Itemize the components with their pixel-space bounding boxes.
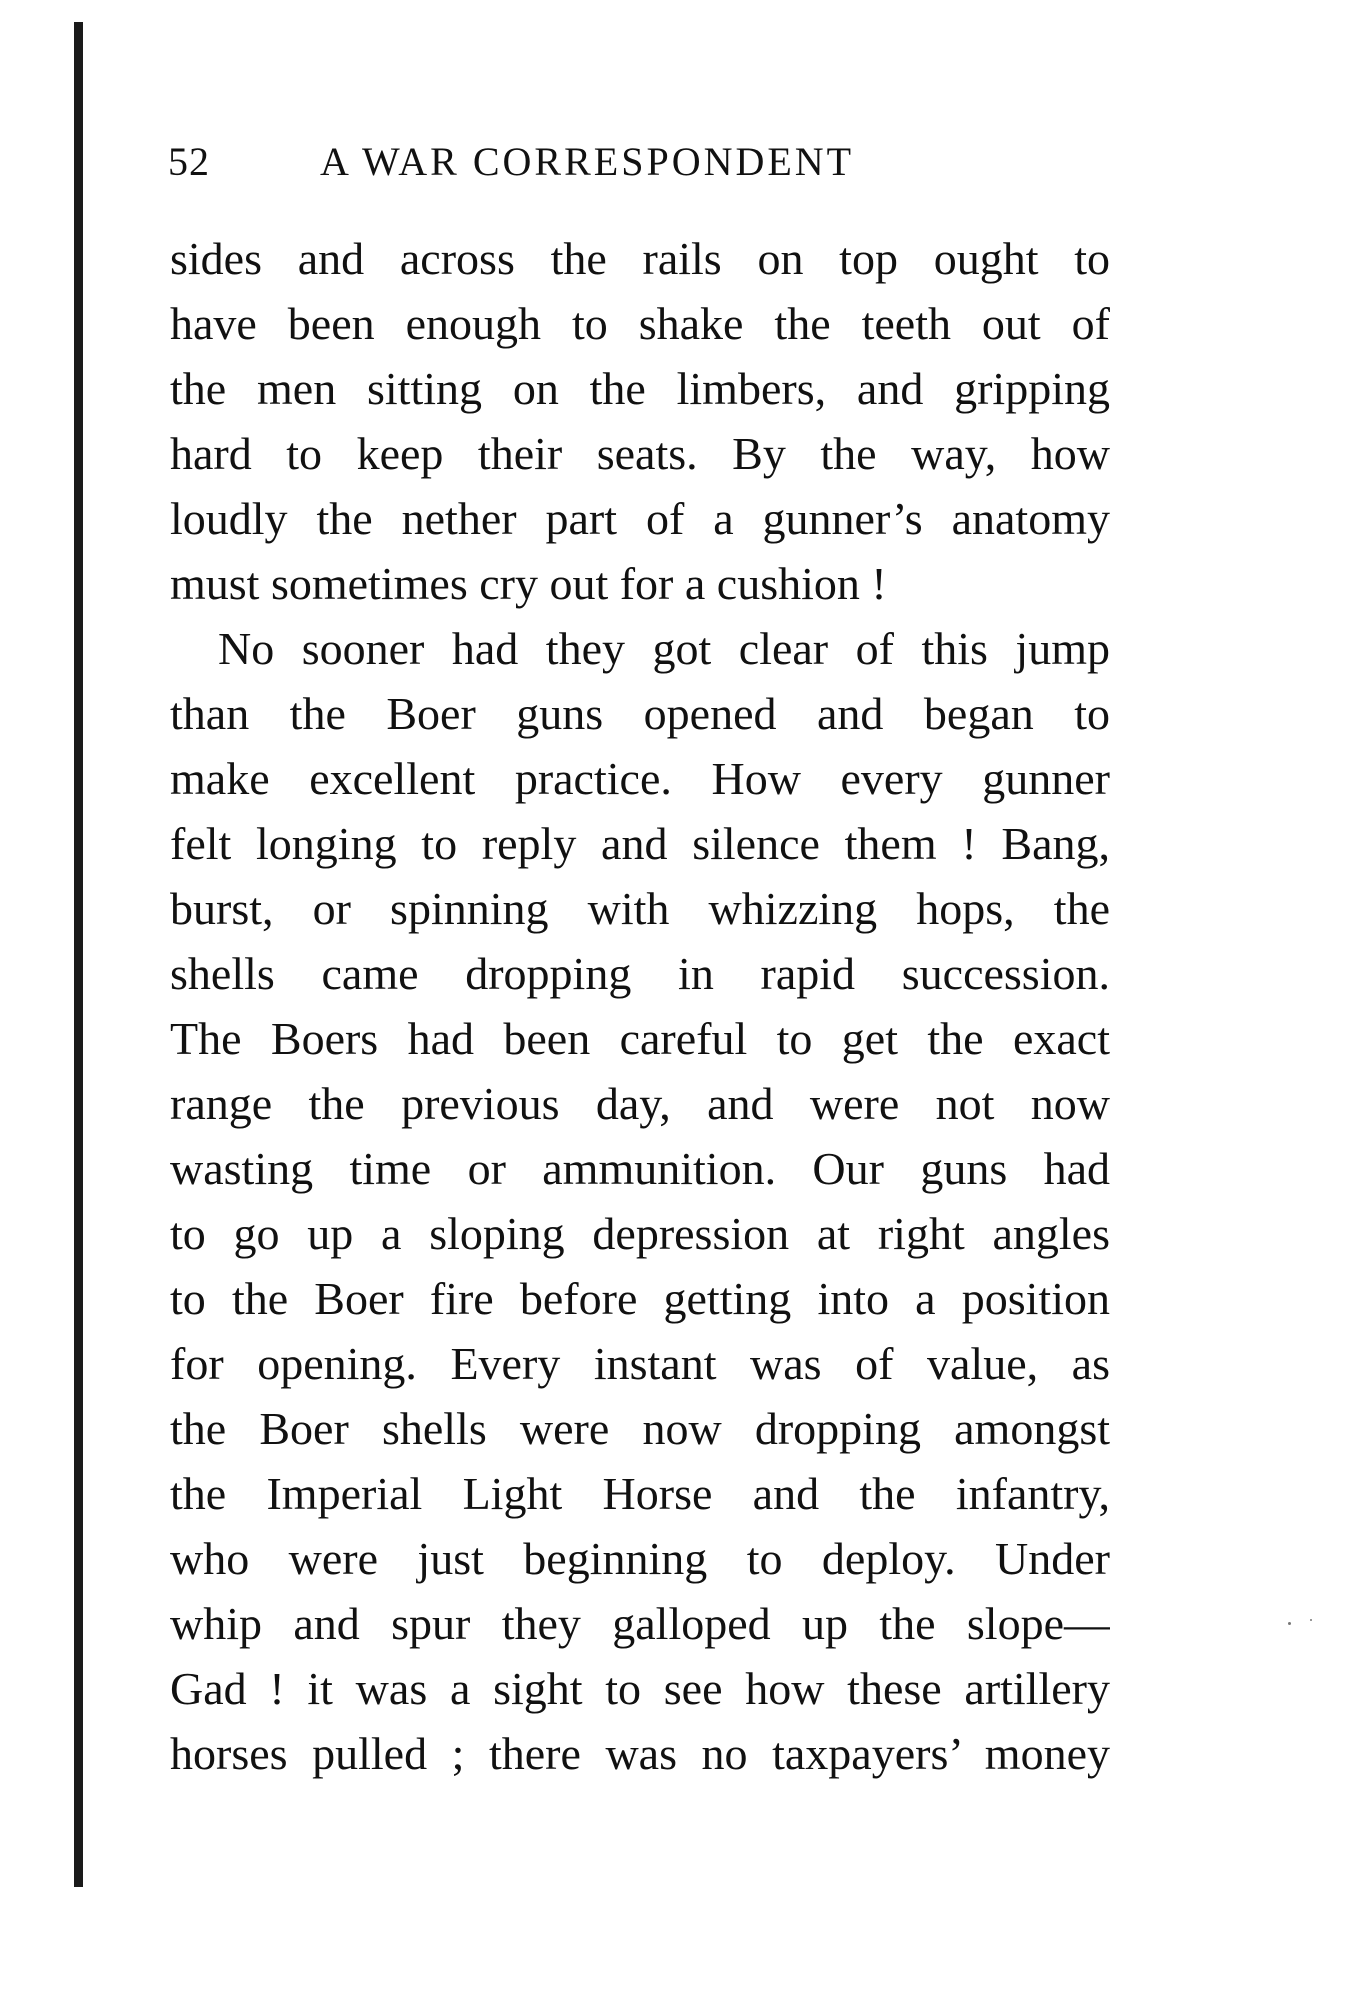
text-line: Gad ! it was a sight to see how these artillery — [170, 1663, 1110, 1714]
text-line: burst, or spinning with whizzing hops, the — [170, 883, 1110, 934]
text-line: to go up a sloping depression at right angles — [170, 1208, 1110, 1259]
text-line: the Imperial Light Horse and the infantry, — [170, 1468, 1110, 1519]
text-line: have been enough to shake the teeth out of — [170, 298, 1110, 349]
running-head — [168, 138, 1128, 198]
text-line: hard to keep their seats. By the way, how — [170, 428, 1110, 479]
text-line: felt longing to reply and silence them ! Bang, — [170, 818, 1110, 869]
text-line: range the previous day, and were not now — [170, 1078, 1110, 1129]
text-line: whip and spur they galloped up the slope— — [170, 1598, 1110, 1649]
text-line: shells came dropping in rapid succession. — [170, 948, 1110, 999]
binding-edge — [74, 22, 83, 1887]
text-line: wasting time or ammunition. Our guns had — [170, 1143, 1110, 1194]
text-line: than the Boer guns opened and began to — [170, 688, 1110, 739]
text-line: sides and across the rails on top ought to — [170, 233, 1110, 284]
paper-speck — [1310, 1619, 1312, 1621]
text-line: the Boer shells were now dropping amongst — [170, 1403, 1110, 1454]
text-line: must sometimes cry out for a cushion ! — [170, 558, 887, 609]
running-title: A WAR CORRESPONDENT — [320, 139, 855, 184]
text-line: to the Boer fire before getting into a position — [170, 1273, 1110, 1324]
paper-speck — [1288, 1622, 1291, 1625]
text-line: The Boers had been careful to get the exact — [170, 1013, 1110, 1064]
text-line: horses pulled ; there was no taxpayers’ money — [170, 1728, 1110, 1779]
page-number: 52 — [168, 139, 210, 184]
text-line: loudly the nether part of a gunner’s anatomy — [170, 493, 1110, 544]
paragraph-start-line: No sooner had they got clear of this jump — [218, 623, 1110, 674]
text-line: make excellent practice. How every gunner — [170, 753, 1110, 804]
text-line: who were just beginning to deploy. Under — [170, 1533, 1110, 1584]
text-line: for opening. Every instant was of value, as — [170, 1338, 1110, 1389]
text-line: the men sitting on the limbers, and gripping — [170, 363, 1110, 414]
body-text — [170, 226, 1110, 1786]
